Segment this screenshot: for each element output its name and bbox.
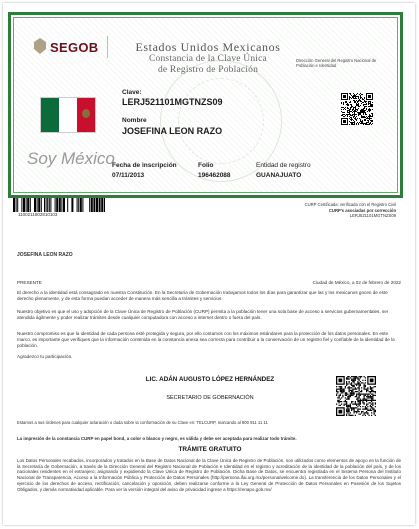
validity-note: La impresión de la constancia CURP en papel bond, a color o blanco y negro, es válida y debe ser aceptada para realizar todo trámite. — [17, 436, 297, 441]
entidad-label: Entidad de registro — [256, 162, 311, 169]
recipient-name: JOSEFINA LEON RAZO — [17, 252, 73, 258]
paragraph-commitment: Nuestro compromiso es que la identidad de cada persona esté protegida y segura, por ello contamos con los máximos estándares para la protección de los datos personales. En este marco, es importante que verifiques que la información contenida en la constancia anexa sea correcta para contribuir a la conservación de un registro fiel y confiable de la identidad de la población. — [17, 331, 395, 348]
paragraph-identity: El derecho a la identidad está consagrado en nuestra Constitución. En la Secretaría de Gobernación trabajamos todos los días para garantizar que las y los mexicanos gocen de este derecho plenamente, y de esta forma puedan acceder de manera más sencilla a trámites y servicios. — [17, 290, 388, 301]
presente-text: PRESENTE — [17, 280, 42, 285]
agency-logo-text: SEGOB — [50, 40, 99, 55]
folio-label: Folio — [198, 162, 214, 169]
fecha-label: Fecha de inscripción — [112, 162, 177, 169]
nombre-value: JOSEFINA LEON RAZO — [122, 126, 223, 136]
soy-mexico-watermark: Soy México — [27, 149, 115, 168]
qr-code — [341, 93, 373, 125]
signer-name: LIC. ADÁN AUGUSTO LÓPEZ HERNÁNDEZ — [145, 376, 275, 383]
letter-date: Ciudad de México, a 02 de febrero de 2022 — [312, 280, 401, 285]
clave-value: LERJ521101MGTNZS09 — [122, 97, 223, 107]
document-title-line1: Estados Unidos Mexicanos — [135, 40, 281, 54]
entidad-value: GUANAJUATO — [256, 172, 302, 179]
barcode-number: 1100211802810103 — [18, 212, 58, 217]
privacy-notice: Los Datos Personales recabados, incorporados y tratados en la Base de Datos Nacional de la Clave Única de Registro de Población, son utilizados como elementos de apoyo en la función de la Secretaría de Gobernación, a través de la Dirección General del Registro Nacional de Población e Identidad en el registro y acreditación de la identidad de la población del país, y de los nacionales residentes en el extranjero; asignando y expidiendo la Clave Única de Registro de Población. Dicha Base de Datos, se encuentra registrada en el Sistema Persona del Instituto Nacional de Transparencia, Acceso a la Información Pública y Protección de Datos Personales (http://persona.ifai.org.mx/persona/welcome.do). La transferencia de los Datos Personales y el ejercicio de los derechos de acceso, rectificación, cancelación y oposición, deben realizarse conforme a la Ley General de Protección de Datos Personales en Posesión de los Sujetos Obligados, y demás normatividad aplicable. Para ver la versión integral del aviso de privacidad ingrese a https://renapo.gob.mx/ — [17, 458, 401, 492]
fecha-value: 07/11/2013 — [112, 172, 145, 179]
clave-label: Clave: — [122, 89, 142, 96]
folio-value: 196462088 — [198, 172, 231, 179]
contact-note: Estamos a sus órdenes para cualquier aclaración o duda sobre la conformación de su Clave en: TELCURP, marcando al 800 911 11 11 — [17, 420, 268, 425]
nombre-label: Nombre — [122, 117, 147, 124]
mexico-flag-icon — [40, 97, 96, 133]
thanks-text: Agradezco tu participación. — [17, 354, 73, 359]
document-title-line2: Constancia de la Clave Única de Registro de Población — [149, 54, 267, 75]
curp-verification-note: CURP Certificada: verificada con el Registro Civil CURP's asociadas por corrección LERJ521101MGTNZS09 — [304, 202, 396, 218]
paragraph-objective: Nuestro objetivo es que el uso y adopción de la Clave Única de Registro de Población (CURP) permita a la población tener una sola base de acceso a servicios gubernamentales, ser atendida ágilmente y poder realizar trámites desde cualquier computadora con acceso a internet dentro o fuera del país. — [17, 309, 389, 320]
signer-role: SECRETARIO DE GOBERNACIÓN — [166, 395, 254, 401]
agency-subtitle: Dirección General del Registro Nacional de Población e Identidad — [296, 58, 377, 68]
government-emblem-icon — [32, 37, 48, 55]
qr-code-letter — [336, 376, 376, 416]
watermark-seal-inner — [178, 78, 264, 164]
barcode — [13, 198, 105, 212]
tramite-gratuito: TRÁMITE GRATUITO — [178, 446, 242, 453]
header-divider — [107, 36, 108, 58]
